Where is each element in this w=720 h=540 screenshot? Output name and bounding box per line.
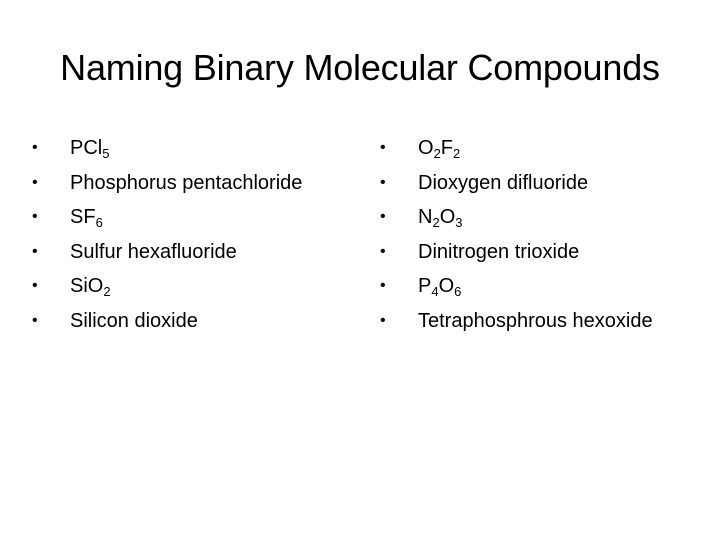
list-item-text: [70, 131, 109, 166]
bullet-icon: •: [32, 173, 38, 191]
bullet-icon: •: [32, 242, 38, 260]
list-item: [32, 235, 352, 270]
left-bullet-list: [32, 131, 352, 339]
right-bullet-list: [380, 131, 710, 339]
list-item-text: [418, 166, 588, 201]
text-run: O: [438, 275, 455, 298]
text-run: Sulfur hexafluoride: [70, 240, 237, 263]
subscript: 2: [433, 146, 441, 161]
subscript: 2: [432, 215, 440, 231]
list-item-text: [418, 200, 462, 235]
bullet-icon: •: [380, 242, 386, 260]
text-run: SiO: [70, 275, 104, 298]
list-item-text: [418, 304, 653, 339]
list-item-text: [418, 235, 579, 270]
list-item-text: [70, 235, 237, 270]
list-item: [380, 131, 710, 166]
text-run: F: [440, 137, 454, 159]
list-item: [380, 200, 710, 235]
subscript: 5: [102, 146, 110, 161]
list-item: [380, 235, 710, 270]
bullet-icon: •: [32, 139, 38, 156]
list-item: [32, 269, 352, 304]
list-item-text: [418, 269, 461, 304]
subscript: 6: [454, 284, 462, 300]
bullet-icon: •: [380, 208, 386, 226]
list-item: [32, 200, 352, 235]
list-item: [32, 166, 352, 201]
bullet-icon: •: [32, 277, 38, 295]
bullet-icon: •: [380, 173, 386, 191]
text-run: Phosphorus pentachloride: [70, 171, 303, 194]
list-item: [380, 166, 710, 201]
list-item: [380, 269, 710, 304]
text-run: O: [439, 206, 456, 229]
subscript: 2: [453, 146, 461, 161]
text-run: P: [418, 275, 432, 298]
text-run: N: [418, 206, 433, 229]
text-run: Dioxygen difluoride: [418, 171, 589, 194]
subscript: 3: [455, 215, 463, 231]
bullet-icon: •: [380, 139, 386, 156]
list-item-text: [70, 304, 198, 339]
list-item: [32, 304, 352, 339]
list-item: [380, 304, 710, 339]
bullet-icon: •: [32, 208, 38, 226]
bullet-icon: •: [32, 311, 38, 329]
subscript: 4: [431, 284, 439, 300]
text-run: Dinitrogen trioxide: [418, 240, 580, 263]
list-item: [32, 131, 352, 166]
bullet-icon: •: [380, 311, 386, 329]
text-run: PCl: [70, 137, 103, 159]
text-run: Silicon dioxide: [70, 309, 198, 332]
list-item-text: [70, 269, 111, 304]
subscript: 2: [103, 284, 111, 300]
text-run: SF: [70, 206, 96, 229]
list-item-text: [418, 131, 460, 166]
subscript: 6: [95, 215, 103, 231]
slide-title: Naming Binary Molecular Compounds: [60, 47, 660, 88]
list-item-text: [70, 166, 302, 201]
bullet-icon: •: [380, 277, 386, 295]
text-run: O: [418, 137, 434, 159]
list-item-text: [70, 200, 103, 235]
text-run: Tetraphosphrous hexoxide: [418, 309, 653, 332]
